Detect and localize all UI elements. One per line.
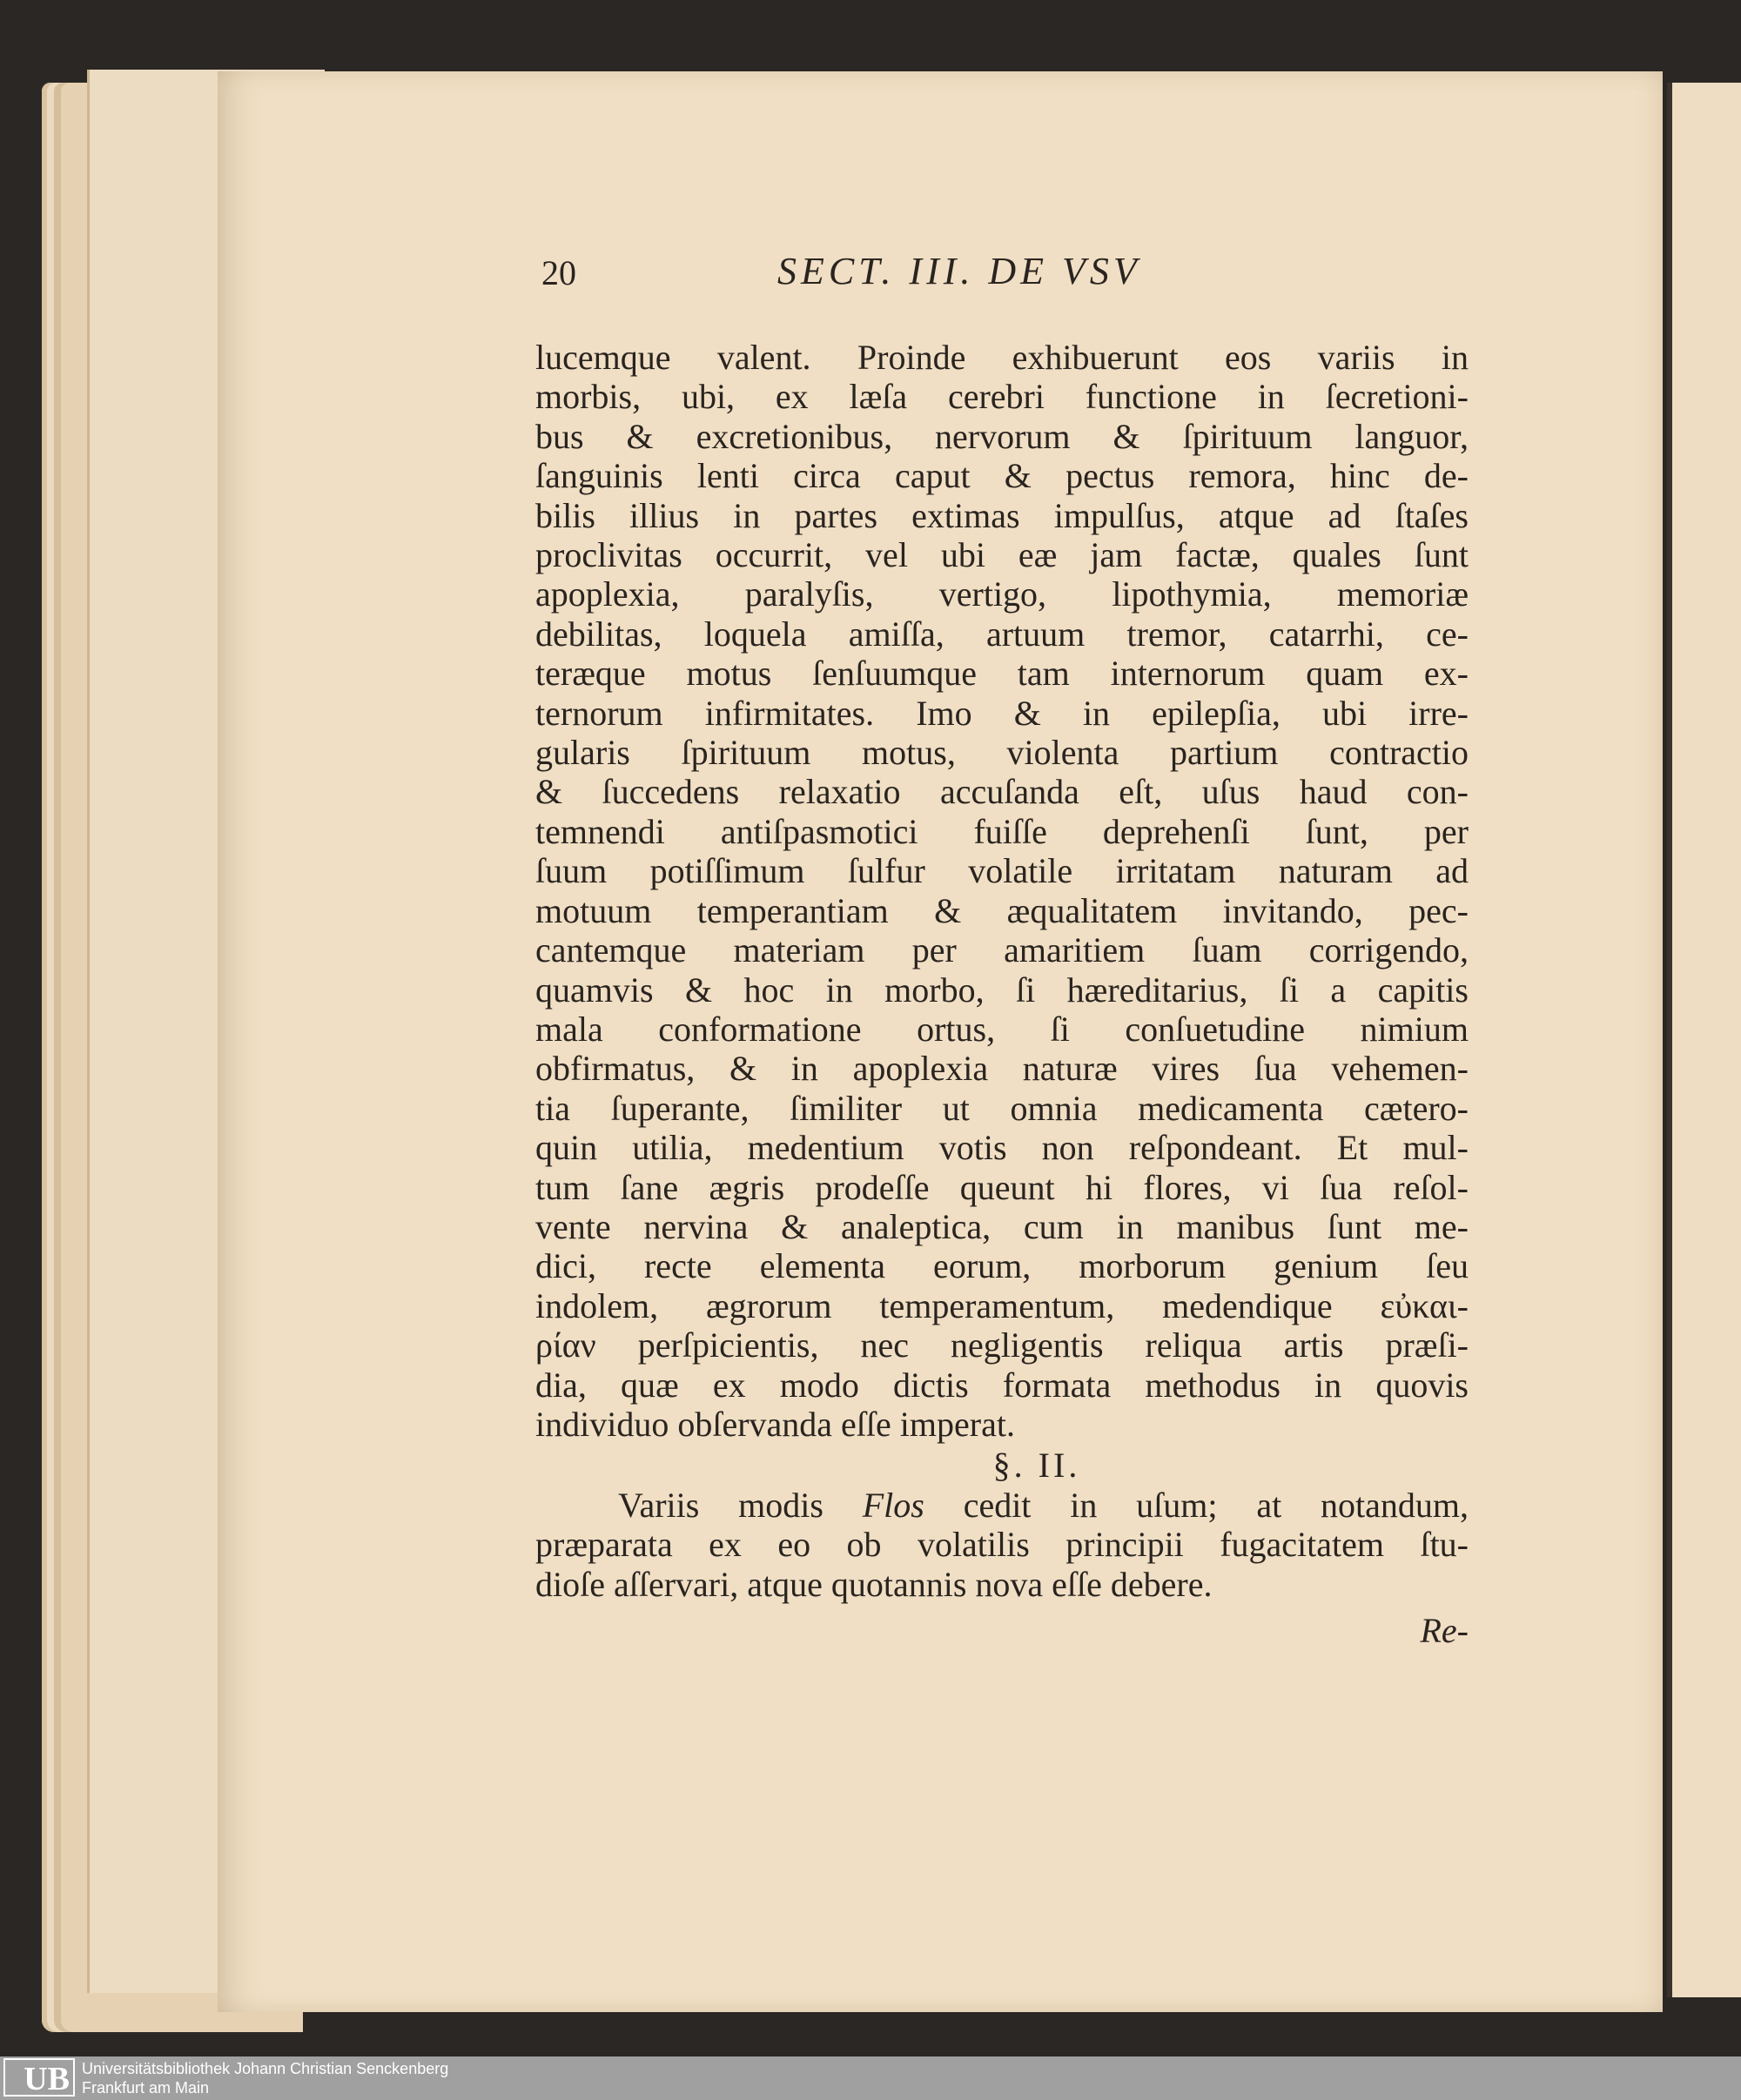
library-logo <box>3 2058 75 2097</box>
library-city: Frankfurt am Main <box>82 2079 210 2097</box>
page-header <box>535 249 1469 301</box>
text-line: indolem, ægrorum temperamentum, medendique εὐκαι- <box>535 1285 1469 1325</box>
text-line: motuum temperantiam & æqualitatem invitando, pec- <box>535 890 1469 930</box>
text-line: ρίαν perſpicientis, nec negligentis reliqua artis præſi- <box>535 1325 1469 1365</box>
text-line: ſanguinis lenti circa caput & pectus remora, hinc de- <box>535 456 1469 496</box>
text-line: bilis illius in partes extimas impulſus, atque ad ſtaſes <box>535 495 1469 535</box>
text-line: lucemque valent. Proinde exhibuerunt eos variis in <box>535 338 1469 377</box>
library-name: Universitätsbibliothek Johann Christian Senckenberg <box>82 2060 449 2077</box>
catchword: Re- <box>1420 1611 1469 1650</box>
facing-page-edge <box>1667 83 1741 1997</box>
text-line: quin utilia, medentium votis non reſpondeant. Et mul- <box>535 1128 1469 1168</box>
text-line: obfirmatus, & in apoplexia naturæ vires ſua vehemen- <box>535 1049 1469 1089</box>
text-line: dia, quæ ex modo dictis formata methodus in quovis <box>535 1365 1469 1405</box>
page-number: 20 <box>541 253 576 292</box>
text-line: individuo obſervanda eſſe imperat. <box>535 1404 1015 1444</box>
running-head: SECT. III. DE VSV <box>777 250 1141 292</box>
italic-word: Flos <box>862 1485 924 1525</box>
text-line: dici, recte elementa eorum, morborum genium ſeu <box>535 1246 1469 1286</box>
text-line: teræque motus ſenſuumque tam internorum quam ex- <box>535 654 1469 694</box>
text-line: & ſuccedens relaxatio accuſanda eſt, uſus haud con- <box>535 772 1469 812</box>
page-text <box>535 249 1469 1650</box>
text-line: ternorum infirmitates. Imo & in epilepſia, ubi irre- <box>535 693 1469 733</box>
section-heading: §. II. <box>992 1446 1081 1486</box>
text-line: debilitas, loquela amiſſa, artuum tremor, catarrhi, ce- <box>535 614 1469 654</box>
text-segment: Variis modis <box>618 1485 863 1525</box>
text-line: tia ſuperante, ſimiliter ut omnia medicamenta cætero- <box>535 1088 1469 1128</box>
text-line: gularis ſpirituum motus, violenta partium contractio <box>535 733 1469 773</box>
text-line: mala conformatione ortus, ſi conſuetudine nimium <box>535 1009 1469 1049</box>
text-line: quamvis & hoc in morbo, ſi hæreditarius, ſi a capitis <box>535 969 1469 1010</box>
text-line: ſuum potiſſimum ſulfur volatile irritatam naturam ad <box>535 851 1469 891</box>
text-line: vente nervina & analeptica, cum in manibus ſunt me- <box>535 1206 1469 1246</box>
text-line: præparata ex eo ob volatilis principii fugacitatem ſtu- <box>535 1525 1469 1565</box>
text-line: bus & excretionibus, nervorum & ſpirituum languor, <box>535 416 1469 456</box>
text-line: morbis, ubi, ex læſa cerebri functione in ſecretioni- <box>535 377 1469 417</box>
text-line: temnendi antiſpasmotici fuiſſe deprehenſi ſunt, per <box>535 811 1469 851</box>
body-text <box>535 338 1469 1650</box>
logo-text: UB <box>24 2061 70 2097</box>
text-line: proclivitas occurrit, vel ubi eæ jam factæ, quales ſunt <box>535 535 1469 575</box>
text-segment: cedit in uſum; at notandum, <box>924 1485 1469 1525</box>
text-line: tum ſane ægris prodeſſe queunt hi flores, vi ſua reſol- <box>535 1167 1469 1207</box>
library-footer <box>0 2056 1741 2100</box>
text-line: cantemque materiam per amaritiem ſuam corrigendo, <box>535 930 1469 970</box>
text-line <box>535 1486 1469 1525</box>
text-line: dioſe aſſervari, atque quotannis nova eſſe debere. <box>535 1564 1213 1604</box>
text-line: apoplexia, paralyſis, vertigo, lipothymia, memoriæ <box>535 574 1469 614</box>
